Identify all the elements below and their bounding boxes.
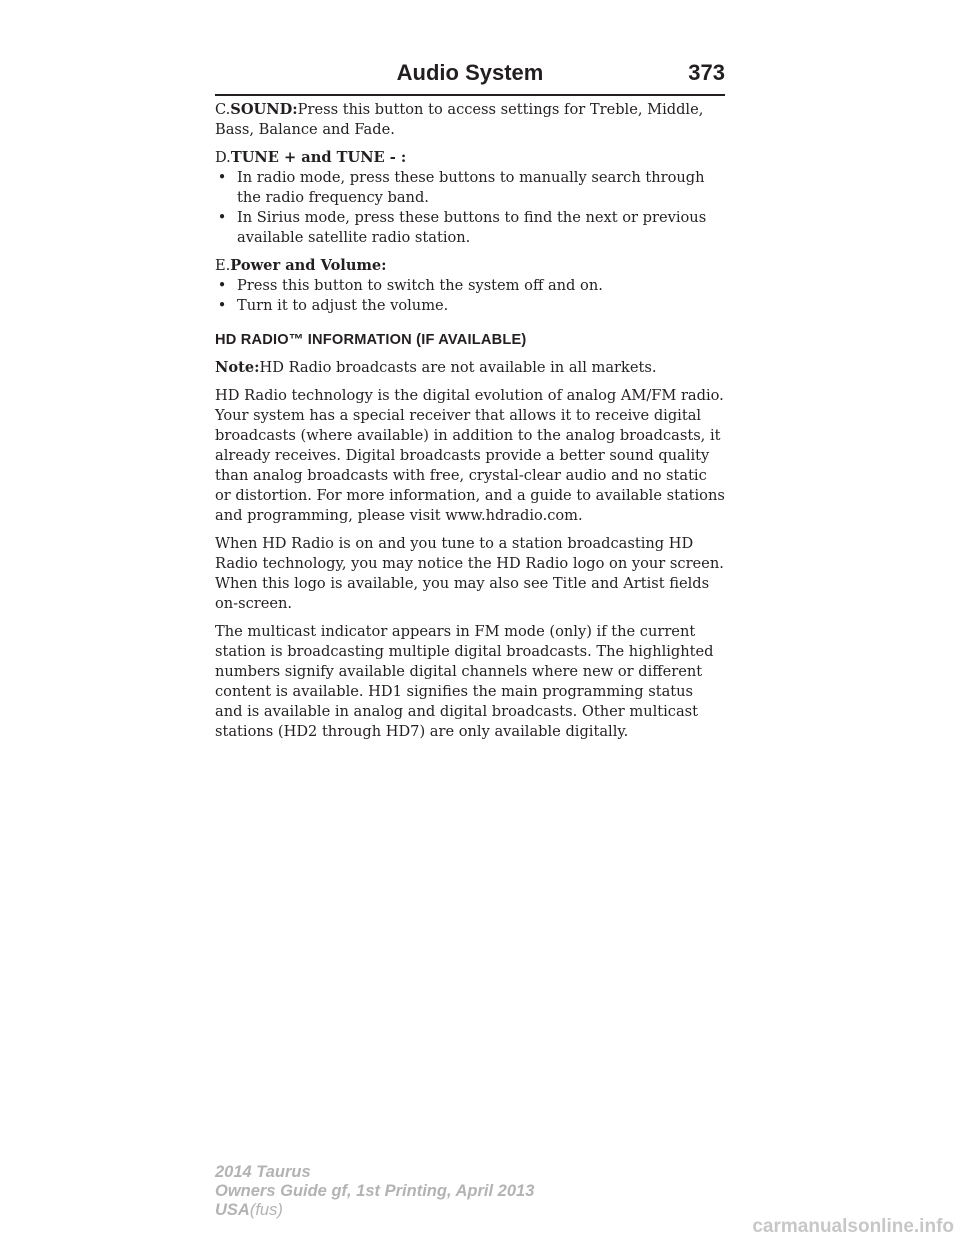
item-prefix: E. [215, 257, 231, 274]
item-label: TUNE + and TUNE - : [230, 149, 407, 166]
footer-region: USA [215, 1201, 250, 1219]
paragraph: When HD Radio is on and you tune to a station broadcasting HD Radio technology, you may notice the HD Radio logo on your screen. When this logo is available, you may also see Title and Artist fields on-screen. [215, 535, 724, 612]
list-item: • In Sirius mode, press these buttons to find the next or previous available satellite radio station. [215, 208, 725, 248]
tune-bullet-list [215, 168, 725, 248]
paragraph: HD Radio technology is the digital evolution of analog AM/FM radio. Your system has a special receiver that allows it to receive digital broadcasts (where available) in addition to the analog broadcasts, it already receives. Digital broadcasts provide a better sound quality than analog broadcasts with free, crystal-clear audio and no static or distortion. For more information, and a guide to available stations and programming, please visit www.hdradio.com. [215, 387, 725, 524]
page-number: 373 [688, 60, 725, 85]
bullet-icon: • [217, 209, 227, 226]
section-title: Audio System [396, 60, 544, 85]
item-tune [215, 148, 725, 168]
bullet-icon: • [217, 297, 227, 314]
item-prefix: C. [215, 101, 231, 118]
power-bullet-list [215, 276, 725, 316]
footer-line: 2014 Taurus [215, 1163, 311, 1181]
item-sound [215, 100, 725, 140]
footer-line: Owners Guide gf, 1st Printing, April 2013 [215, 1182, 535, 1200]
list-item: • Press this button to switch the system off and on. [215, 276, 725, 296]
item-power-volume [215, 256, 725, 276]
item-prefix: D. [215, 149, 231, 166]
item-label: Power and Volume: [230, 257, 387, 274]
watermark: carmanualsonline.info [752, 1216, 954, 1237]
bullet-icon: • [217, 277, 227, 294]
page-body [215, 100, 725, 750]
list-item: • Turn it to adjust the volume. [215, 296, 725, 316]
section-heading: HD RADIO™ INFORMATION (IF AVAILABLE) [215, 332, 527, 348]
note-label: Note: [215, 359, 260, 376]
note-text: HD Radio broadcasts are not available in all markets. [259, 359, 657, 376]
note [215, 358, 725, 378]
print-footer [215, 1163, 534, 1220]
bullet-icon: • [217, 169, 227, 186]
header-divider [215, 94, 725, 96]
item-label: SOUND: [230, 101, 298, 118]
item-text: Press this button to access settings for Treble, Middle, Bass, Balance and Fade. [215, 101, 704, 138]
footer-code: (fus) [249, 1201, 283, 1219]
paragraph: The multicast indicator appears in FM mode (only) if the current station is broadcasting multiple digital broadcasts. The highlighted numbers signify available digital channels where new or different content is available. HD1 signifies the main programming status and is available in analog and digital broadcasts. Other multicast stations (HD2 through HD7) are only available digitally. [215, 623, 714, 740]
page-header [215, 56, 725, 96]
list-item: • In radio mode, press these buttons to manually search through the radio frequency band. [215, 168, 725, 208]
